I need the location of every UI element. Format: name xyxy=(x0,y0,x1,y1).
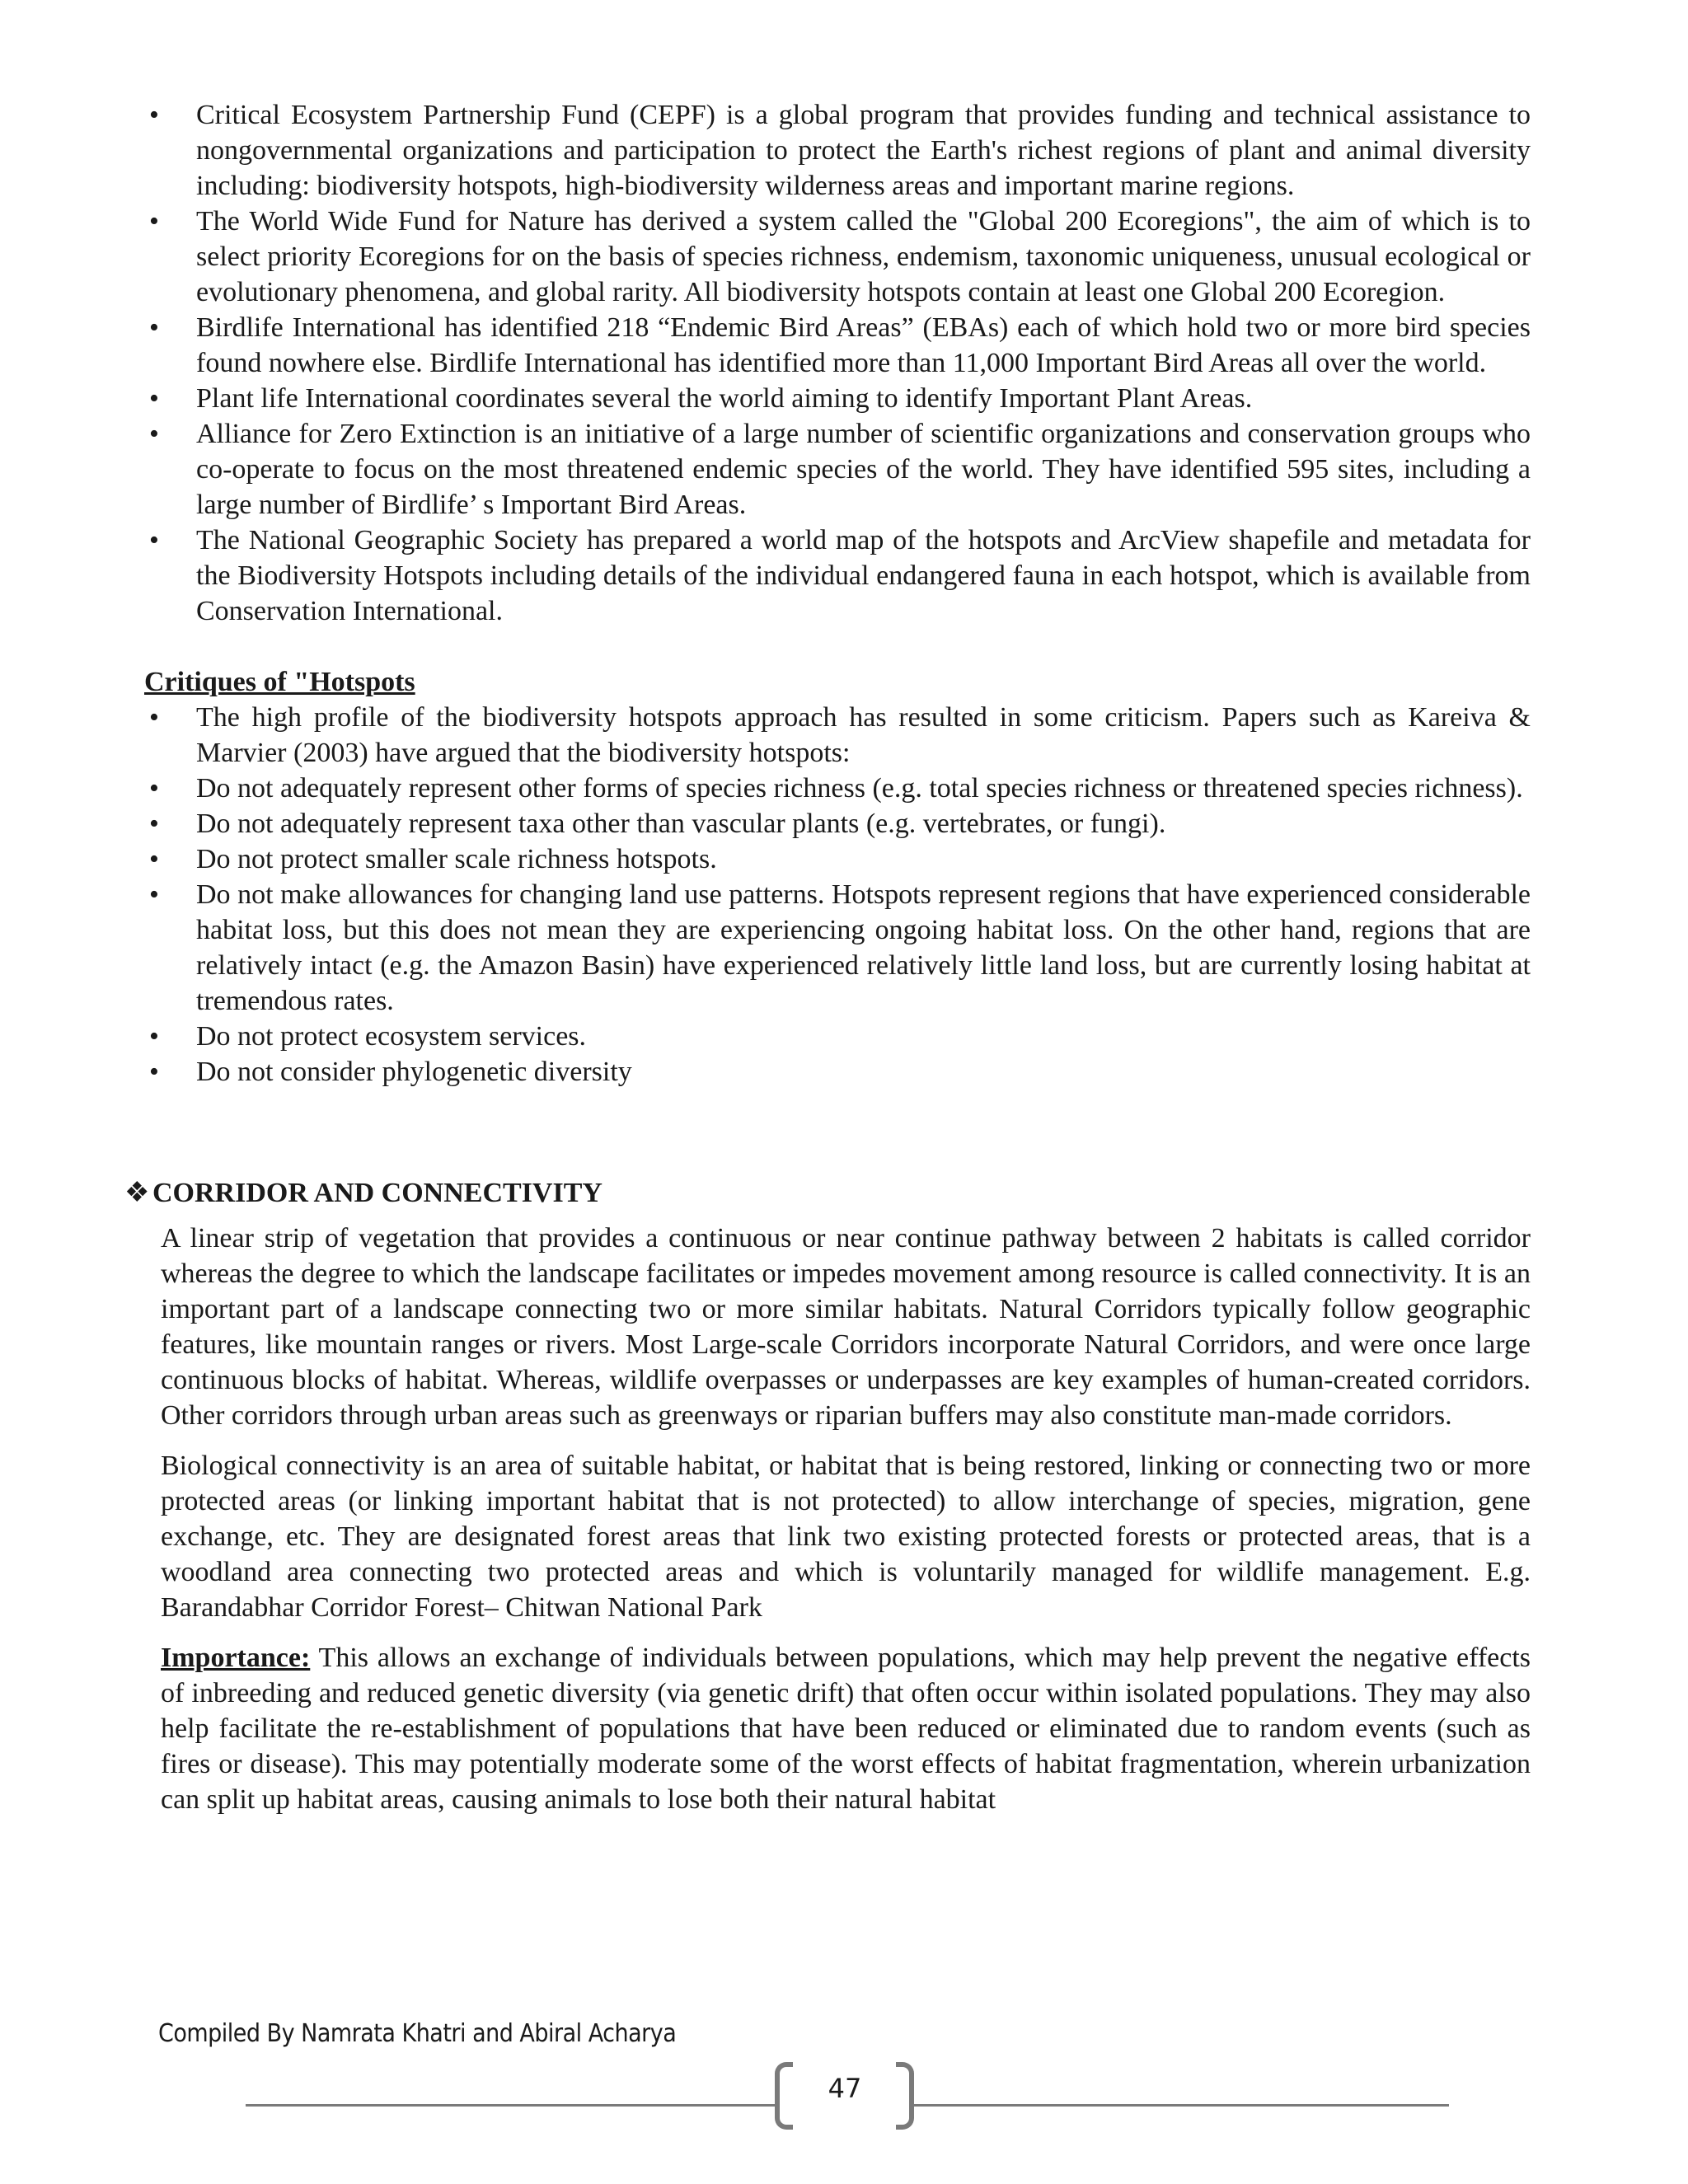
list-item: • The high profile of the biodiversity hotspots approach has resulted in some criticism. Papers such as Kareiva & Marvier (2003) have argued that the biodiversity hotspots: xyxy=(144,700,1531,771)
corridor-definition-paragraph: A linear strip of vegetation that provides a continuous or near continue pathway between 2 habitats is called corridor whereas the degree to which the landscape facilitates or impedes movement among resource is called connectivity. It is an important part of a landscape connecting two or more similar habitats. Natural Corridors typically follow geographic features, like mountain ranges or rivers. Most Large-scale Corridors incorporate Natural Corridors, and were once large continuous blocks of habitat. Whereas, wildlife overpasses or underpasses are key examples of human-created corridors. Other corridors through urban areas such as greenways or riparian buffers may also constitute man-made corridors. xyxy=(161,1223,1531,1431)
list-item: • Critical Ecosystem Partnership Fund (CEPF) is a global program that provides funding and technical assistance to nongovernmental organizations and participation to protect the Earth's richest regions of plant and animal diversity including: biodiversity hotspots, high-biodiversity wilderness areas and important marine regions. xyxy=(144,97,1531,204)
importance-label: Importance: xyxy=(161,1643,311,1673)
list-item: • The World Wide Fund for Nature has derived a system called the "Global 200 Ecoregions", the aim of which is to select priority Ecoregions for on the basis of species richness, endemism, taxonomic uniqueness, unusual ecological or evolutionary phenomena, and global rarity. All biodiversity hotspots contain at least one Global 200 Ecoregion. xyxy=(144,204,1531,310)
connectivity-paragraph: Biological connectivity is an area of suitable habitat, or habitat that is being restored, linking or connecting two or more protected areas (or linking important habitat that is not protected) to allow interchange of species, migration, gene exchange, etc. They are designated forest areas that link two existing protected forests or protected areas, that is a woodland area connecting two protected areas and which is voluntarily managed for wildlife management. E.g. Barandabhar Corridor Forest– Chitwan National Park xyxy=(161,1451,1531,1623)
initiatives-list xyxy=(144,97,1531,629)
importance-paragraph xyxy=(144,1640,1531,1817)
corridor-heading-text: CORRIDOR AND CONNECTIVITY xyxy=(152,1178,603,1208)
list-item: • Do not make allowances for changing land use patterns. Hotspots represent regions that have experienced considerable habitat loss, but this does not mean they are experiencing ongoing habitat loss. On the other hand, regions that are relatively intact (e.g. the Amazon Basin) have experienced relatively little land loss, but are currently losing habitat at tremendous rates. xyxy=(144,877,1531,1019)
list-item: • Birdlife International has identified 218 “Endemic Bird Areas” (EBAs) each of which hold two or more bird species found nowhere else. Birdlife International has identified more than 11,000 Important Bird Areas all over the world. xyxy=(144,310,1531,381)
list-item: • Do not adequately represent other forms of species richness (e.g. total species richness or threatened species richness). xyxy=(144,771,1531,806)
list-item: • Do not adequately represent taxa other than vascular plants (e.g. vertebrates, or fungi). xyxy=(144,806,1531,841)
critiques-list xyxy=(144,700,1531,1090)
footer-rule-left xyxy=(246,2104,775,2107)
page-number: 47 xyxy=(828,2073,862,2104)
left-brace-icon xyxy=(775,2062,793,2130)
list-item: • Plant life International coordinates several the world aiming to identify Important Plant Areas. xyxy=(144,381,1531,416)
list-item: • Do not consider phylogenetic diversity xyxy=(144,1054,1531,1090)
footer-credit: Compiled By Namrata Khatri and Abiral Acharya xyxy=(158,2019,677,2048)
corridor-section-heading xyxy=(124,1175,1511,1211)
list-item: • Do not protect ecosystem services. xyxy=(144,1019,1531,1054)
list-item: • Do not protect smaller scale richness hotspots. xyxy=(144,841,1531,877)
footer-rule-right xyxy=(909,2104,1449,2107)
page-content xyxy=(124,97,1531,1817)
list-item: • The National Geographic Society has prepared a world map of the hotspots and ArcView shapefile and metadata for the Biodiversity Hotspots including details of the individual endangered fauna in each hotspot, which is available from Conservation International. xyxy=(144,523,1531,629)
right-brace-icon xyxy=(896,2062,914,2130)
list-item: • Alliance for Zero Extinction is an initiative of a large number of scientific organizations and conservation groups who co-operate to focus on the most threatened endemic species of the world. They have identified 595 sites, including a large number of Birdlife’ s Important Bird Areas. xyxy=(144,416,1531,523)
importance-text: This allows an exchange of individuals between populations, which may help prevent the negative effects of inbreeding and reduced genetic diversity (via genetic drift) that often occur within isolated populations. They may also help facilitate the re-establishment of populations that have been reduced or eliminated due to random events (such as fires or disease). This may potentially moderate some of the worst effects of habitat fragmentation, wherein urbanization can split up habitat areas, causing animals to lose both their natural habitat xyxy=(161,1643,1531,1815)
critiques-heading: Critiques of "Hotspots xyxy=(144,667,415,697)
diamond-bullet-icon: ❖ xyxy=(124,1178,150,1208)
